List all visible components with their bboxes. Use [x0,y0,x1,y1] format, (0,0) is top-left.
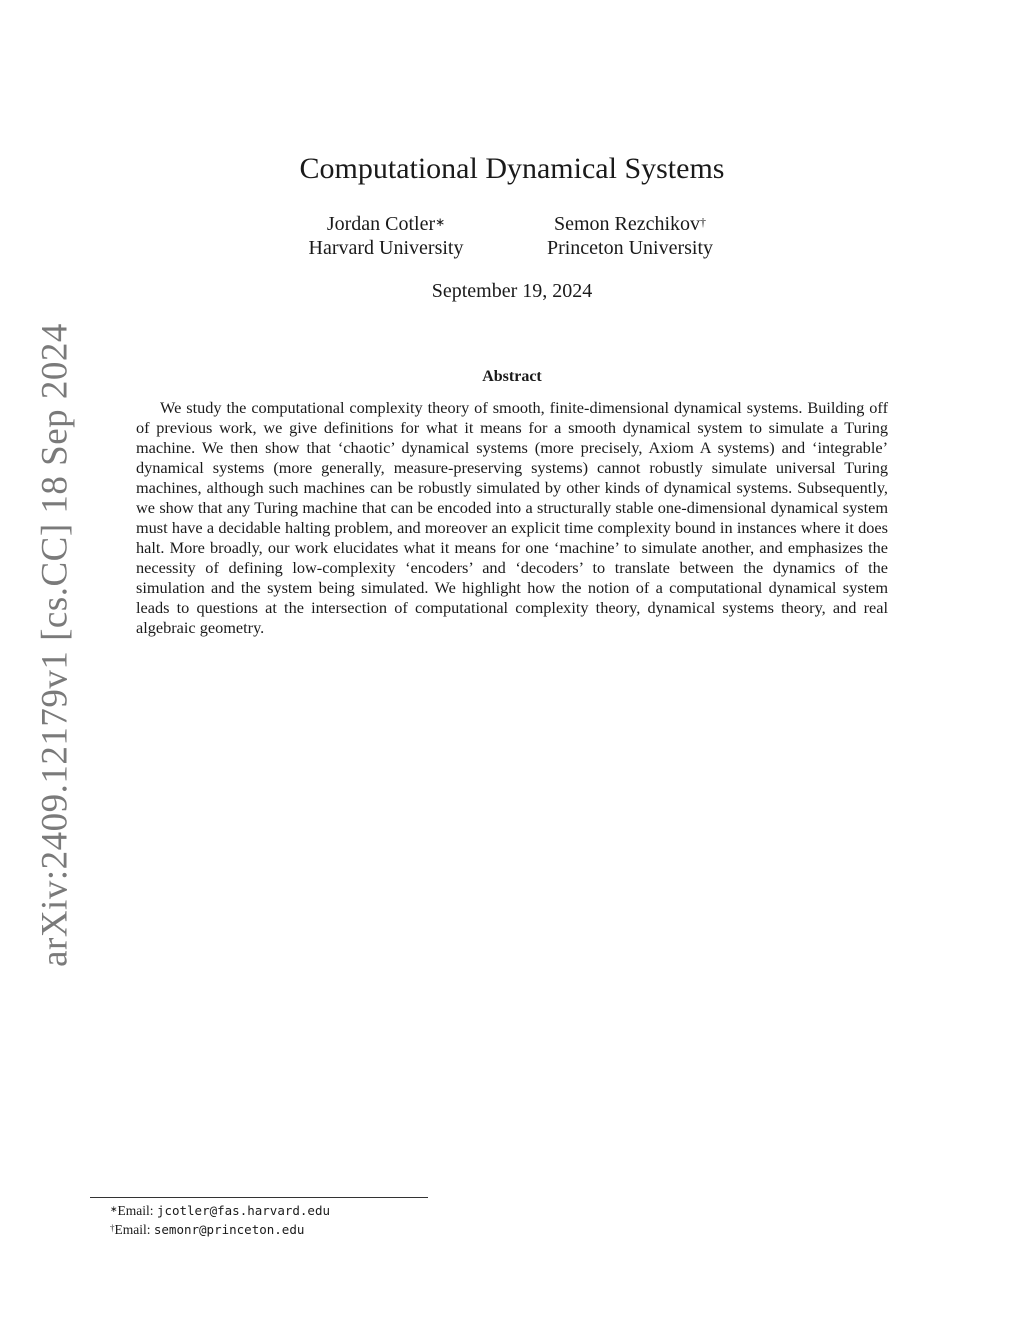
author-name: Jordan Cotler [326,213,436,235]
author-block-1 [286,212,486,260]
footnote-1 [110,1202,330,1221]
paper-date: September 19, 2024 [431,280,593,302]
abstract-heading: Abstract [482,368,542,385]
author-block-2 [530,212,730,260]
footnote-divider [90,1197,428,1198]
footnote-label: Email: [114,1222,151,1237]
footnote-mark: ∗ [110,1204,118,1214]
author-name: Semon Rezchikov [553,213,701,235]
author-footnote-mark: † [700,215,707,229]
author-footnote-mark: ∗ [435,215,446,229]
author-affiliation: Harvard University [308,237,464,259]
email-link[interactable]: semonr@princeton.edu [153,1222,305,1237]
footnote-label: Email: [117,1203,154,1218]
abstract-text: We study the computational complexity theory of smooth, finite-dimensional dynamical systems. Building off of previous work, we give definitions for what it means for a smooth dynamical system to simulate a Turing machine. We then show that ‘chaotic’ dynamical systems (more precisely, Axiom A systems) and ‘integrable’ dynamical systems (more generally, measure-preserving systems) cannot robustly simulate universal Turing machines, although such machines can be robustly simulated by other kinds of dynamical systems. Subsequently, we show that any Turing machine that can be encoded into a structurally stable one-dimensional dynamical system must have a decidable halting problem, and moreover an explicit time complexity bound in instances where it does halt. More broadly, our work elucidates what it means for one ‘machine’ to simulate another, and emphasizes the necessity of defining low-complexity ‘encoders’ and ‘decoders’ to translate between the dynamics of the simulation and the system being simulated. We highlight how the notion of a computational dynamical system leads to questions at the intersection of computational complexity theory, dynamical systems theory, and real algebraic geometry. [136,398,888,637]
email-link[interactable]: jcotler@fas.harvard.edu [156,1203,331,1218]
paper-title: Computational Dynamical Systems [299,152,725,185]
arxiv-identifier-stamp: arXiv:2409.12179v1 [cs.CC] 18 Sep 2024 [34,323,76,967]
footnote-2 [110,1221,304,1240]
footnote-mark: † [110,1223,115,1233]
author-affiliation: Princeton University [546,237,714,259]
